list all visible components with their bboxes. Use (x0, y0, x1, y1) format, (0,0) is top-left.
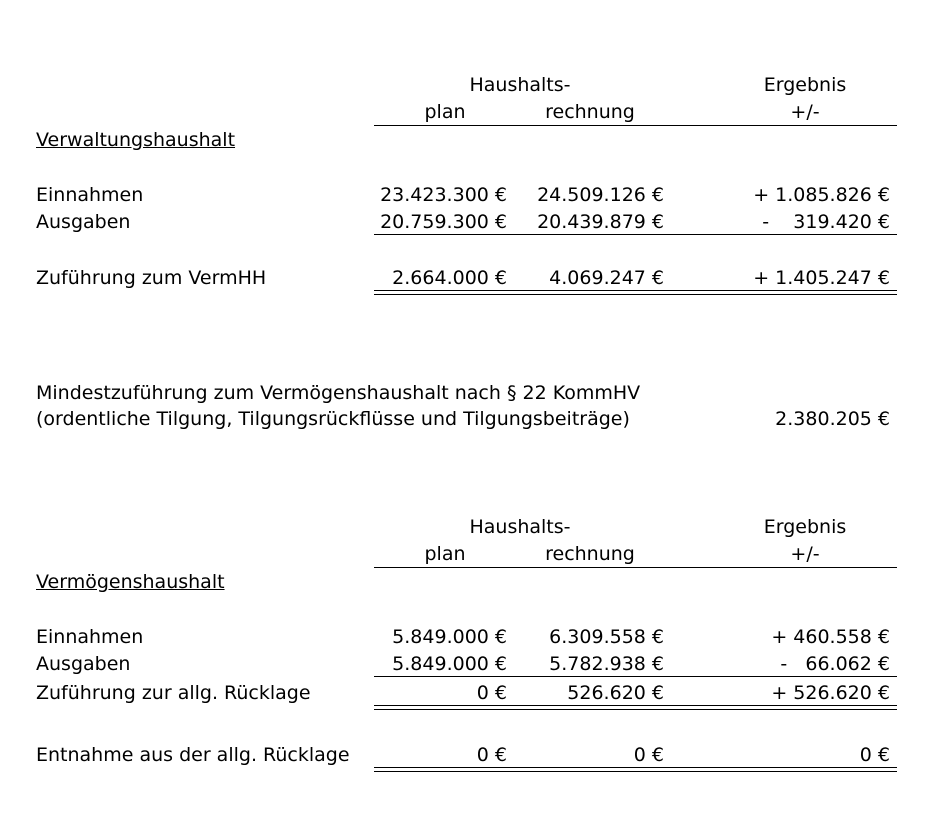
row-label: Ausgaben (36, 653, 131, 675)
entnahme-label: Entnahme aus der allg. Rücklage (36, 744, 350, 766)
subtotal-rule (374, 234, 897, 235)
row-plan: 5.849.000 € (392, 653, 507, 675)
row-ergebnis: + 1.085.826 € (753, 184, 890, 206)
mindest-line1: Mindestzuführung zum Vermögenshaushalt nach § 22 KommHV (36, 382, 641, 404)
row-ergebnis: - 66.062 € (780, 653, 890, 675)
header-plusminus: +/- (790, 543, 820, 565)
header-haushalts: Haushalts- (469, 74, 571, 96)
mindest-line2: (ordentliche Tilgung, Tilgungsrückflüsse und Tilgungsbeiträge) (36, 408, 630, 430)
header-plusminus: +/- (790, 101, 820, 123)
total-double-rule (374, 290, 897, 295)
entnahme-rechnung: 0 € (633, 744, 664, 766)
entnahme-plan: 0 € (476, 744, 507, 766)
row-label: Einnahmen (36, 184, 144, 206)
header-rule (374, 125, 897, 126)
total-ergebnis: + 1.405.247 € (753, 267, 890, 289)
total-plan: 2.664.000 € (392, 267, 507, 289)
header-rechnung: rechnung (545, 543, 635, 565)
row-plan: 5.849.000 € (392, 626, 507, 648)
entnahme-ergebnis: 0 € (859, 744, 890, 766)
total-label: Zuführung zum VermHH (36, 267, 267, 289)
row-label: Einnahmen (36, 626, 144, 648)
row-plan: 20.759.300 € (380, 211, 507, 233)
section-title: Verwaltungshaushalt (36, 129, 236, 151)
row-ergebnis: + 460.558 € (771, 626, 890, 648)
mindest-value: 2.380.205 € (775, 408, 890, 430)
header-rechnung: rechnung (545, 101, 635, 123)
total-rechnung: 526.620 € (567, 682, 664, 704)
row-ergebnis: - 319.420 € (762, 211, 890, 233)
row-rechnung: 5.782.938 € (549, 653, 664, 675)
total-double-rule (374, 705, 897, 710)
row-label: Ausgaben (36, 211, 131, 233)
row-rechnung: 6.309.558 € (549, 626, 664, 648)
total-ergebnis: + 526.620 € (771, 682, 890, 704)
header-haushalts: Haushalts- (469, 516, 571, 538)
row-rechnung: 24.509.126 € (537, 184, 664, 206)
total-rechnung: 4.069.247 € (549, 267, 664, 289)
header-rule (374, 567, 897, 568)
header-ergebnis: Ergebnis (763, 516, 847, 538)
row-plan: 23.423.300 € (380, 184, 507, 206)
subtotal-rule (374, 676, 897, 677)
total-plan: 0 € (476, 682, 507, 704)
header-plan: plan (424, 543, 466, 565)
header-ergebnis: Ergebnis (763, 74, 847, 96)
header-plan: plan (424, 101, 466, 123)
section-title: Vermögenshaushalt (36, 571, 225, 593)
entnahme-double-rule (374, 767, 897, 772)
row-rechnung: 20.439.879 € (537, 211, 664, 233)
total-label: Zuführung zur allg. Rücklage (36, 682, 311, 704)
